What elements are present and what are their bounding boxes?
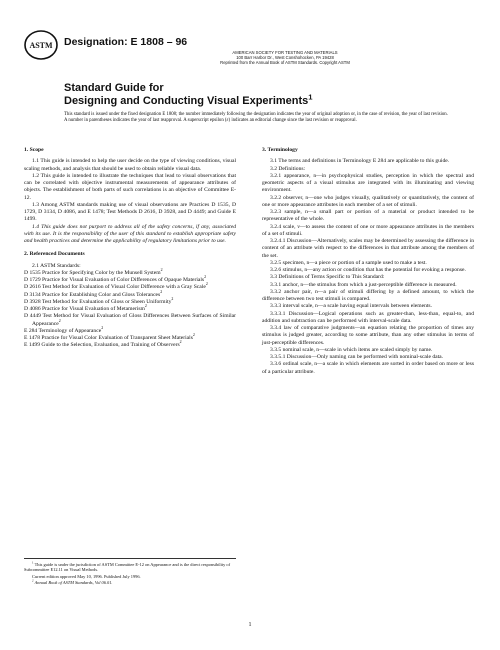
definition: 3.3.2 anchor pair, n—a pair of stimuli differing by a defined amount, to which the difference between two test stimuli is compared. — [262, 288, 474, 302]
paragraph: 2.1 ASTM Standards: — [32, 262, 81, 269]
discussion: 3.2.4.1 Discussion—Alternatively, scales may be determined by assessing the difference in content of an attribute with respect to the differences in that attribute among the members of the set. — [262, 238, 474, 259]
section-heading-terminology: 3. Terminology — [262, 147, 298, 153]
definition: 3.3.6 ordinal scale, n—a scale in which elements are sorted in order based on more or less of a particular attribute. — [262, 361, 474, 375]
document-title — [64, 82, 313, 108]
reference-item: E 284 Terminology of Appearance$^2$ — [24, 325, 104, 334]
title-line-1: Standard Guide for — [64, 82, 164, 94]
astm-logo — [24, 30, 58, 60]
definition: 3.3.3 interval scale, n—a scale having equal intervals between elements. — [270, 303, 433, 310]
footnote-2: $^2$ Annual Book of ASTM Standards, Vol 06.01. — [32, 578, 113, 586]
paragraph: 3.3 Definitions of Terms Specific to This Standard: — [270, 274, 385, 281]
reference-item: D 3928 Test Method for Evaluation of Gloss or Sheen Uniformity$^2$ — [24, 296, 174, 305]
paragraph: 1.4 This guide does not purport to address all of the safety concerns, if any, associated with its use. It is the responsibility of the user of this standard to establish appropriate safety and health practices and determine the applicability of regulatory limitations prior to use. — [24, 223, 236, 244]
reference-item: E 1499 Guide to the Selection, Evaluation, and Training of Observers$^2$ — [24, 340, 182, 349]
right-column — [262, 147, 474, 376]
reference-item: D 2616 Test Method for Evaluation of Visual Color Difference with a Gray Scale$^2$ — [24, 282, 208, 291]
reference-item: D 1535 Practice for Specifying Color by the Munsell System$^2$ — [24, 267, 163, 276]
publisher-line: Reprinted from the Annual Book of ASTM Standards. Copyright ASTM — [220, 60, 350, 66]
section-heading-scope: 1. Scope — [24, 147, 44, 153]
definition: 3.3.4 law of comparative judgments—an equation relating the proportion of times any stimulus is judged greater, according to some attribute, than any other stimulus in terms of just-perceptible differences. — [262, 325, 474, 346]
paragraph: 1.1 This guide is intended to help the user decide on the type of viewing conditions, visual scaling methods, and analysis that should be used to obtain reliable visual data. — [24, 158, 236, 172]
discussion: 3.3.3.1 Discussion—Logical operations such as greater-than, less-than, equal-to, and addition and subtraction can be performed with interval-scale data. — [262, 310, 474, 324]
publisher-line: 100 Barr Harbor Dr., West Conshohocken, PA 19428 — [236, 55, 334, 61]
reference-item: D 1729 Practice for Visual Evaluation of Color Differences of Opaque Materials$^2$ — [24, 275, 207, 283]
definition: 3.2.4 scale, v—to assess the content of one or more appearance attributes in the members of a set of stimuli. — [262, 223, 474, 237]
definition: 3.3.5 nominal scale, n—scale in which items are scaled simply by name. — [270, 346, 433, 353]
footnotes — [24, 558, 236, 587]
definition: 3.3.1 anchor, n—the stimulus from which a just-perceptible difference is measured. — [270, 281, 457, 288]
reference-item: E 1478 Practice for Visual Color Evaluation of Transparent Sheet Materials$^2$ — [24, 333, 195, 341]
publisher-block — [170, 50, 400, 65]
definition: 3.2.3 sample, n—a small part or portion of a material or product intended to be representative of the whole. — [262, 209, 474, 223]
paragraph: 3.2 Definitions: — [270, 165, 306, 172]
reference-item: D 4086 Practice for Visual Evaluation of Metamerism$^2$ — [24, 304, 147, 312]
left-column — [24, 147, 236, 350]
section-heading-referenced-documents: 2. Referenced Documents — [24, 251, 85, 258]
publisher-line: AMERICAN SOCIETY FOR TESTING AND MATERIALS — [232, 50, 338, 55]
definition: 3.2.2 observer, n—one who judges visually, qualitatively or quantitatively, the content of one or more appearance attributes in each member of a set of stimuli. — [262, 194, 474, 208]
paragraph: 1.2 This guide is intended to illustrate the techniques that lead to visual observations that can be correlated with objective instrumental measurements of appearance attributes of objects. The establishment of both parts of such correlations is an objective of Committee E-12. — [24, 172, 236, 201]
issuance-note: This standard is issued under the fixed designation E 1808; the number immediately following the designation indicates the year of original adoption or, in the case of revision, the year of last revision. A number in parentheses indicates the year of last reapproval. A superscript epsilon (ε) indicates an editorial change since the last revision or reapproval. — [64, 112, 448, 123]
definition: 3.2.5 specimen, n—a piece or portion of a sample used to make a test. — [270, 259, 427, 266]
page-number: 1 — [248, 622, 252, 628]
paragraph: 1.3 Among ASTM standards making use of visual observations are Practices D 1535, D 1729, D 3134, D 4086, and E 1478; Test Methods D 2616, D 3928, and D 4449; and Guide E 1499. — [24, 201, 236, 223]
reference-item: D 3134 Practice for Establishing Color and Gloss Tolerances$^2$ — [24, 289, 163, 298]
title-line-2: Designing and Conducting Visual Experiments — [64, 95, 309, 107]
footnote-1: $^1$ This guide is under the jurisdiction of ASTM Committee E-12 on Appearance and is the direct responsibility of Subcommittee E12.11 on Visual Methods. — [24, 560, 231, 573]
reference-item: D 4449 Test Method for Visual Evaluation of Gloss Differences Between Surfaces of Similar Appearance$^2$ — [24, 313, 236, 327]
definition: 3.2.1 appearance, n—in psychophysical studies, perception in which the spectral and geometric aspects of a visual stimulus are integrated with its illuminating and viewing environment. — [262, 172, 474, 194]
designation: Designation: E 1808 – 96 — [64, 36, 188, 48]
title-footnote-mark: 1 — [308, 92, 313, 102]
definition: 3.2.6 stimulus, n—any action or condition that has the potential for evoking a response. — [270, 267, 466, 273]
paragraph: 3.1 The terms and definitions in Terminology E 284 are applicable to this guide. — [270, 158, 450, 165]
footnote-1-date: Current edition approved May 10, 1996. Published July 1996. — [32, 573, 141, 579]
svg-text:ASTM: ASTM — [29, 41, 53, 50]
discussion: 3.3.5.1 Discussion—Only naming can be performed with nominal-scale data. — [270, 354, 444, 360]
